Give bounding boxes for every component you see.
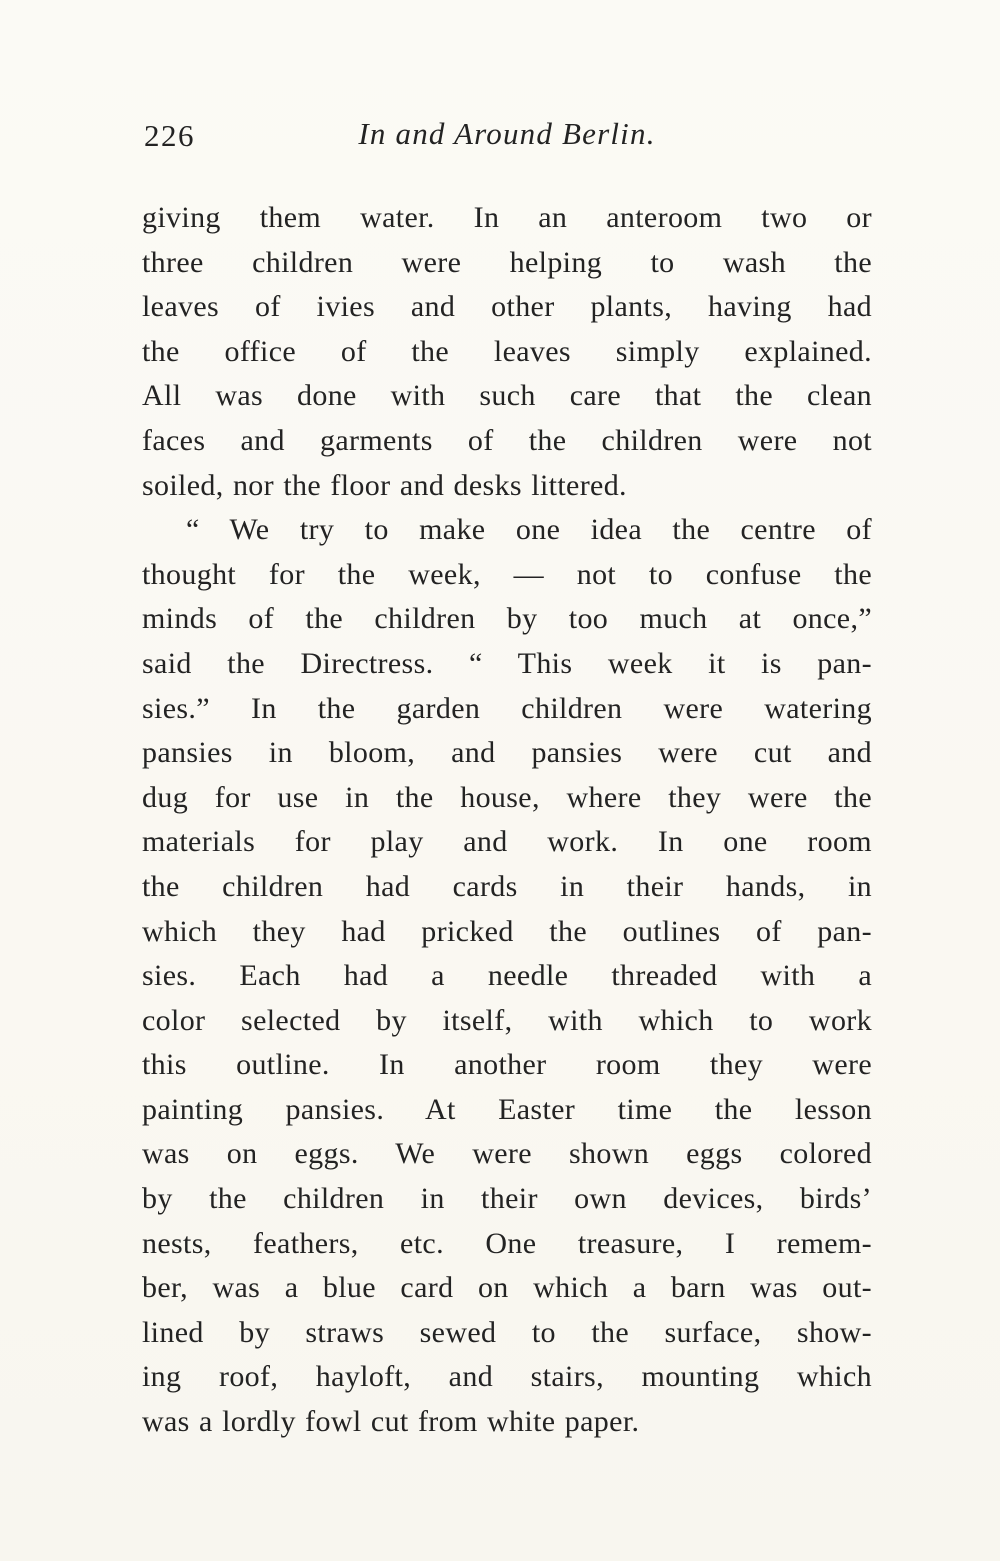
text-line: this outline. In another room they were: [142, 1048, 872, 1082]
text-line: was a lordly fowl cut from white paper.: [142, 1405, 640, 1439]
text-line: painting pansies. At Easter time the lesson: [142, 1092, 872, 1126]
text-line: was on eggs. We were shown eggs colored: [142, 1137, 872, 1171]
text-line: ing roof, hayloft, and stairs, mounting which: [142, 1360, 872, 1394]
text-line: dug for use in the house, where they were the: [142, 780, 872, 814]
text-line: the office of the leaves simply explained.: [142, 334, 872, 368]
text-line: pansies in bloom, and pansies were cut and: [142, 736, 872, 770]
text-line: ber, was a blue card on which a barn was out-: [142, 1271, 872, 1305]
page-header: [142, 116, 872, 162]
text-line: thought for the week, — not to confuse the: [142, 557, 872, 591]
paragraph: [142, 508, 872, 1444]
text-line: said the Directress. “ This week it is pan-: [142, 646, 872, 680]
text-line: by the children in their own devices, birds’: [142, 1182, 872, 1216]
text-line: “ We try to make one idea the centre of: [186, 513, 872, 547]
text-line: lined by straws sewed to the surface, show-: [142, 1315, 872, 1349]
paragraph: [142, 196, 872, 508]
text-line: materials for play and work. In one room: [142, 825, 872, 859]
text-line: the children had cards in their hands, in: [142, 869, 872, 903]
text-line: nests, feathers, etc. One treasure, I remem-: [142, 1226, 872, 1260]
text-line: faces and garments of the children were not: [142, 423, 872, 457]
page-number: 226: [144, 118, 195, 153]
text-line: leaves of ivies and other plants, having had: [142, 290, 872, 324]
text-line: soiled, nor the floor and desks littered.: [142, 468, 627, 502]
text-line: which they had pricked the outlines of pan-: [142, 914, 872, 948]
page-body: [142, 196, 872, 1445]
text-line: sies. Each had a needle threaded with a: [142, 959, 872, 993]
text-line: color selected by itself, with which to work: [142, 1003, 872, 1037]
running-title: In and Around Berlin.: [358, 116, 656, 151]
text-line: sies.” In the garden children were watering: [142, 691, 872, 725]
text-line: giving them water. In an anteroom two or: [142, 201, 872, 234]
text-line: All was done with such care that the clean: [142, 379, 872, 413]
text-line: three children were helping to wash the: [142, 245, 872, 279]
text-line: minds of the children by too much at once,”: [142, 602, 872, 636]
